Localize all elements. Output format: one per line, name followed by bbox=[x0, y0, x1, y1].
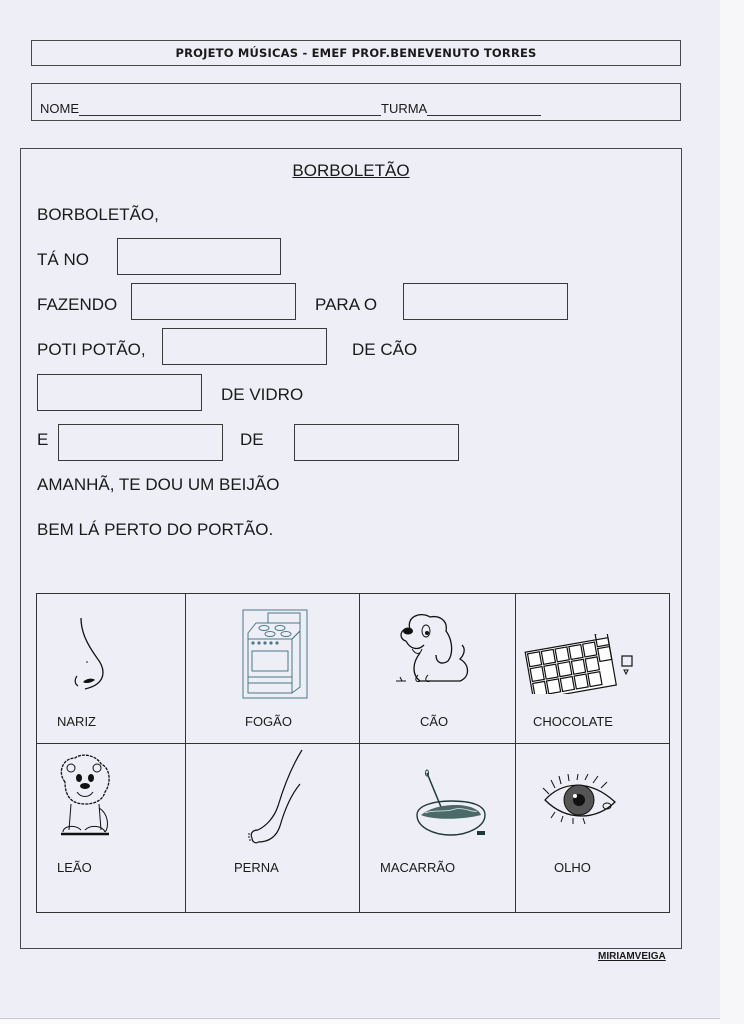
word-label: PERNA bbox=[234, 860, 279, 875]
name-label: NOME bbox=[40, 101, 79, 116]
lyric-line-5: DE VIDRO bbox=[221, 385, 304, 404]
lyric-line-7: AMANHÃ, TE DOU UM BEIJÃO bbox=[37, 475, 280, 494]
lyric-line-6a: E bbox=[37, 430, 49, 449]
project-header bbox=[31, 40, 681, 66]
project-title: PROJETO MÚSICAS - EMEF PROF.BENEVENUTO TORRES bbox=[175, 46, 537, 60]
lyric-line-1: BORBOLETÃO, bbox=[37, 205, 159, 224]
lion-icon bbox=[55, 752, 117, 842]
class-field[interactable] bbox=[427, 101, 541, 116]
word-card-cao bbox=[360, 594, 516, 744]
word-label: CHOCOLATE bbox=[533, 714, 613, 729]
word-card-olho bbox=[516, 744, 669, 912]
word-label: OLHO bbox=[554, 860, 591, 875]
student-info-box bbox=[31, 83, 681, 121]
lyric-line-3a: FAZENDO bbox=[37, 295, 118, 314]
lyric-line-2: TÁ NO bbox=[37, 250, 89, 269]
eye-icon bbox=[541, 774, 621, 829]
name-field[interactable] bbox=[79, 101, 381, 116]
word-label: NARIZ bbox=[57, 714, 96, 729]
author-signature: MIRIAMVEIGA bbox=[598, 951, 666, 962]
word-card-macarrao bbox=[360, 744, 516, 912]
leg-icon bbox=[236, 746, 306, 846]
word-card-perna bbox=[186, 744, 360, 912]
word-label: CÃO bbox=[420, 714, 449, 729]
word-label: MACARRÃO bbox=[380, 860, 456, 875]
word-card-leao bbox=[37, 744, 186, 912]
word-card-chocolate bbox=[516, 594, 669, 744]
word-label: LEÃO bbox=[57, 860, 92, 875]
chocolate-bar-icon bbox=[524, 634, 639, 694]
class-label: TURMA bbox=[381, 101, 428, 116]
dog-icon bbox=[390, 609, 480, 699]
song-title: BORBOLETÃO bbox=[292, 161, 410, 180]
word-card-fogao bbox=[186, 594, 360, 744]
lyric-line-8: BEM LÁ PERTO DO PORTÃO. bbox=[37, 520, 274, 539]
lyric-line-6b: DE bbox=[240, 430, 264, 449]
blank-2[interactable] bbox=[131, 283, 296, 320]
nose-icon bbox=[67, 614, 117, 694]
blank-4[interactable] bbox=[162, 328, 327, 365]
spaghetti-bowl-icon bbox=[415, 769, 490, 844]
word-bank-grid bbox=[36, 593, 670, 913]
blank-6[interactable] bbox=[58, 424, 223, 461]
blank-1[interactable] bbox=[117, 238, 281, 275]
scanner-margin bbox=[720, 0, 744, 1024]
word-card-nariz bbox=[37, 594, 186, 744]
blank-5[interactable] bbox=[37, 374, 202, 411]
lyric-line-4a: POTI POTÃO, bbox=[37, 340, 146, 359]
word-label: FOGÃO bbox=[245, 714, 292, 729]
blank-3[interactable] bbox=[403, 283, 568, 320]
blank-7[interactable] bbox=[294, 424, 459, 461]
lyric-line-3b: PARA O bbox=[315, 295, 378, 314]
lyric-line-4b: DE CÃO bbox=[352, 340, 418, 359]
stove-icon bbox=[242, 609, 308, 699]
